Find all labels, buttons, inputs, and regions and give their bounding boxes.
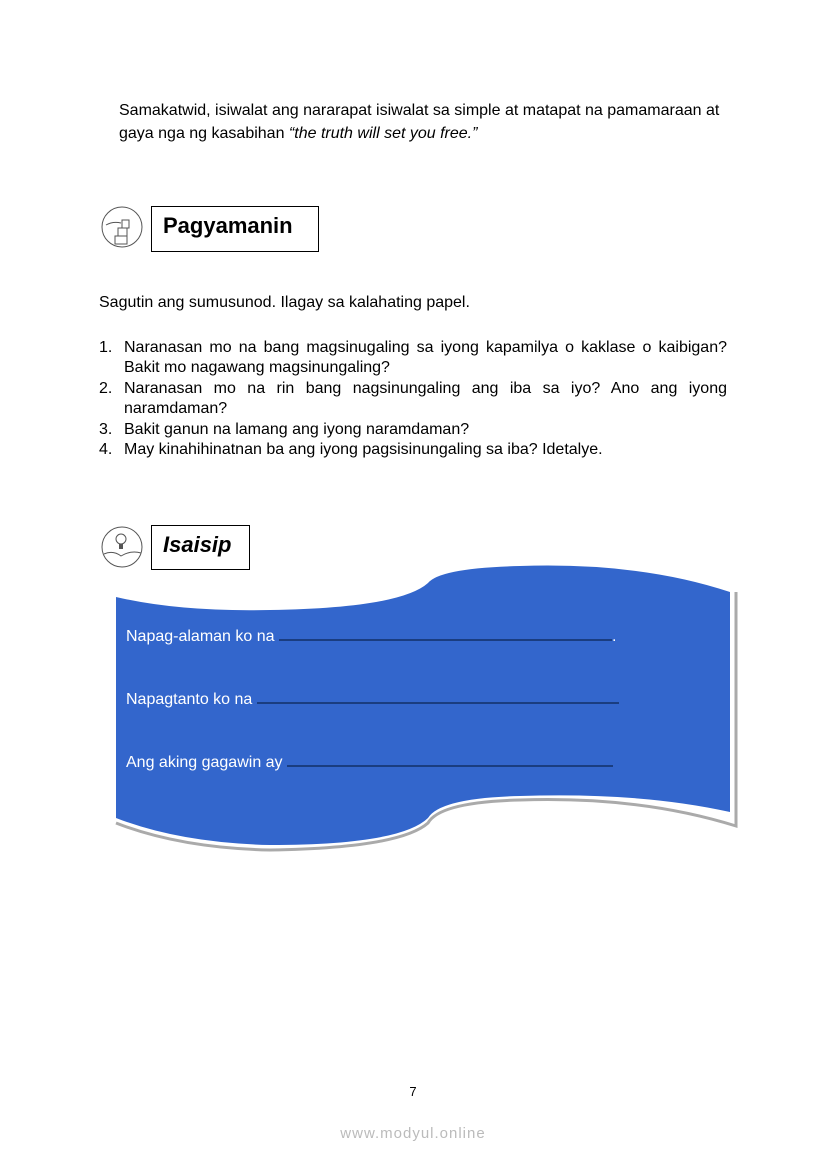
section-heading-isaisip: Isaisip [151,525,250,570]
item-number: 4. [99,441,113,458]
item-text: May kinahihinatnan ba ang iyong pagsisinungaling sa iba? Idetalye. [124,441,603,458]
item-number: 3. [99,421,113,438]
watermark: www.modyul.online [340,1125,486,1142]
reflection-line-2 [126,688,619,709]
answer-blank[interactable] [257,688,619,704]
reflection-line-1 [126,625,616,646]
line-label: Ang aking gagawin ay [126,754,287,771]
item-text: Naranasan mo na rin bang nagsinungaling ang iba sa iyo? Ano ang iyong naramdaman? [124,380,727,417]
line-label: Napagtanto ko na [126,691,257,708]
item-number: 1. [99,339,113,356]
item-text: Bakit ganun na lamang ang iyong naramdaman? [124,421,470,438]
answer-blank[interactable] [287,751,613,767]
line-label: Napag-alaman ko na [126,628,279,645]
instruction: Sagutin ang sumusunod. Ilagay sa kalahating papel. [99,294,470,311]
item-number: 2. [99,380,113,397]
intro-text: Samakatwid, isiwalat ang nararapat isiwalat sa simple at matapat na pamamaraan at gaya nga ng kasabihan [119,102,720,142]
line-end: . [611,628,617,645]
page-number: 7 [409,1084,417,1099]
reflection-line-3 [126,751,613,772]
item-text: Naranasan mo na bang magsinugaling sa iyong kapamilya o kaklase o kaibigan? Bakit mo nagawang magsinungaling? [124,339,727,376]
section-heading-pagyamanin: Pagyamanin [151,206,319,252]
intro-quote: “the truth will set you free.” [288,125,478,142]
answer-blank[interactable] [279,625,612,641]
